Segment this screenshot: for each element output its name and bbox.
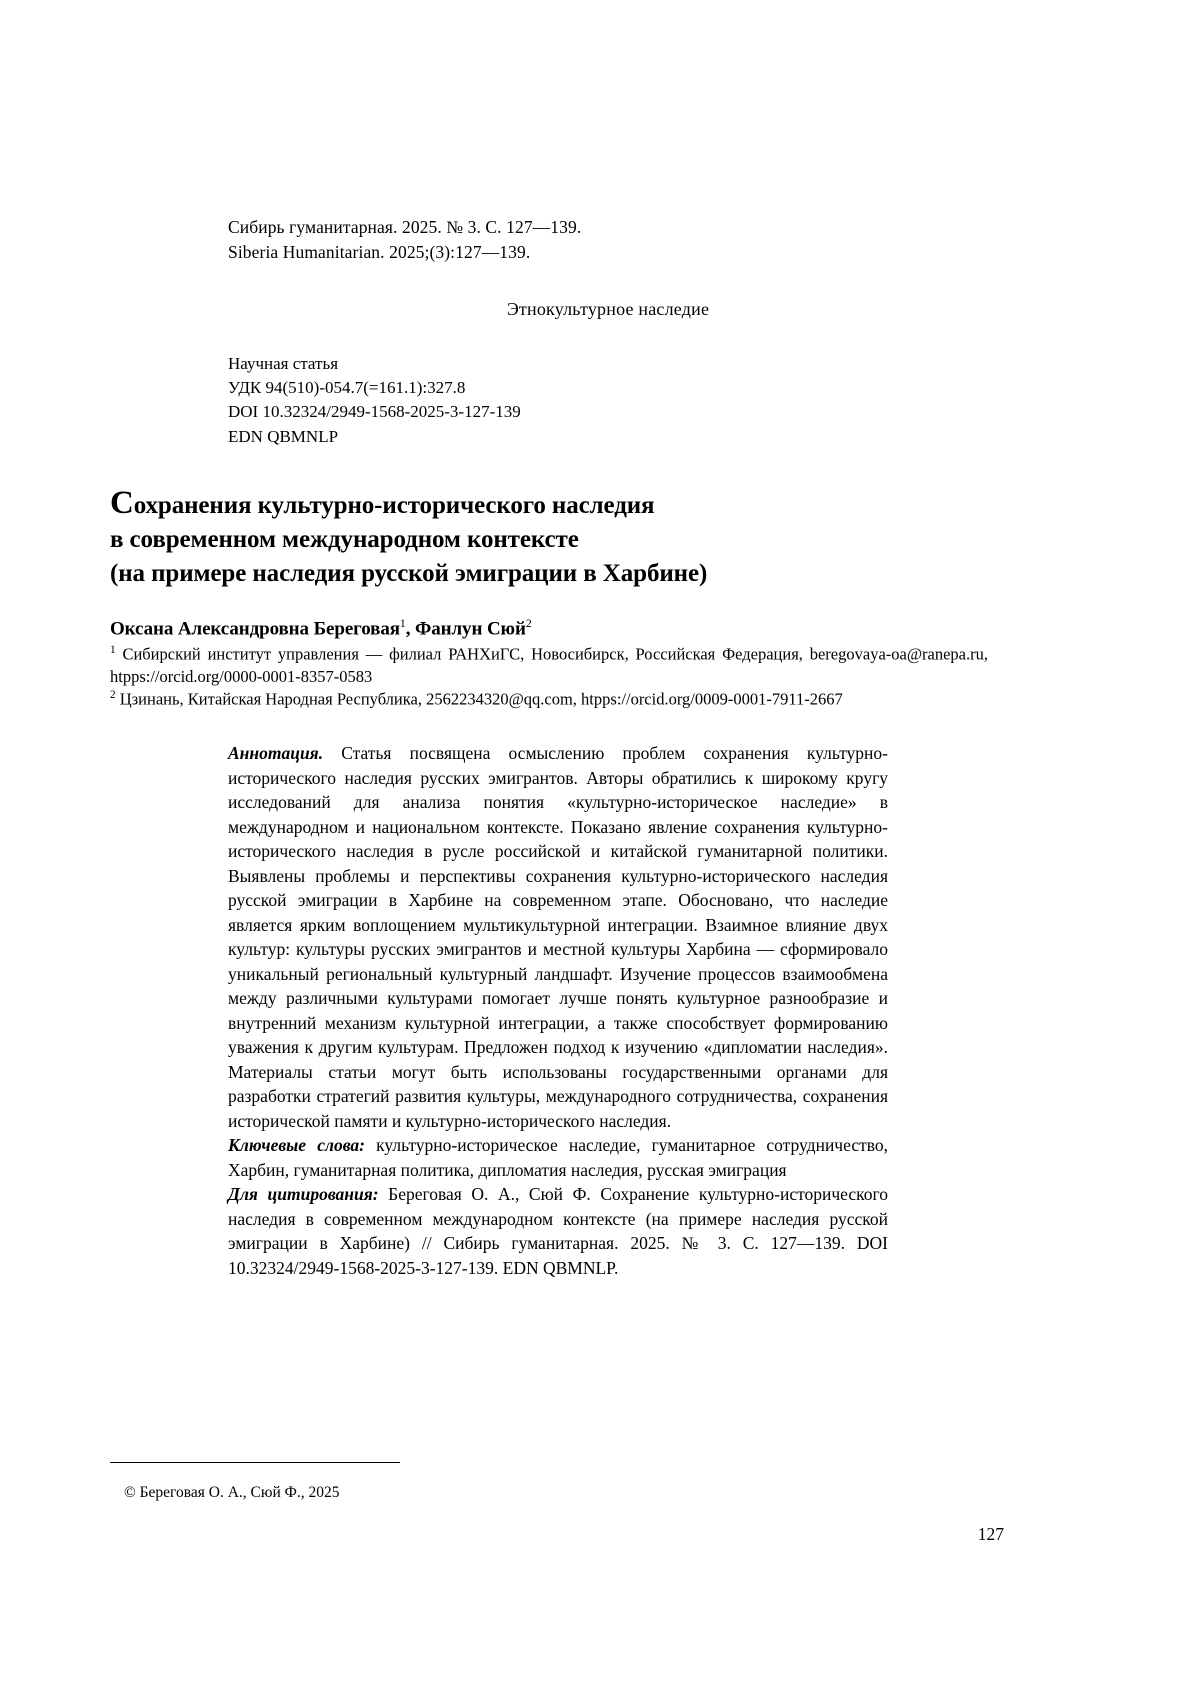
author-separator: , [405, 618, 416, 640]
article-type: Научная статья [228, 353, 339, 373]
author-1-name: Оксана Александровна Береговая [110, 618, 400, 640]
affiliation-1-marker: 1 [110, 644, 116, 657]
author-list [110, 617, 988, 640]
keywords-text: культурно-историческое наследие, гуманитарное сотрудничество, Харбин, гуманитарная политика, дипломатия наследия, русская эмиграция [228, 1135, 888, 1180]
author-1-affil-marker: 1 [399, 616, 406, 630]
keywords-paragraph [228, 1133, 888, 1182]
affiliation-list [110, 643, 988, 711]
article-meta [228, 352, 988, 449]
citation-text: Береговая О. А., Сюй Ф. Сохранение культурно-исторического наследия в современном международном контексте (на примере наследия русской эмиграции в Харбине) // Сибирь гуманитарная. 2025. № 3. С. 127—139. DOI 10.32324/2949-1568-2025-3-127-139. EDN QBMNLP. [228, 1184, 888, 1278]
page-title [110, 484, 988, 591]
article-content [110, 215, 988, 1280]
journal-citation-ru: Сибирь гуманитарная. 2025. № 3. С. 127—139. [228, 217, 582, 237]
affiliation-item [110, 688, 988, 711]
author-2-affil-marker: 2 [525, 616, 532, 630]
affiliation-2-text: Цзинань, Китайская Народная Республика, 2562234320@qq.com, htpps://orcid.org/0009-0001-7911-2667 [119, 689, 843, 709]
title-line-1-rest: охранения культурно-исторического наследия [133, 491, 655, 519]
citation-paragraph [228, 1182, 888, 1280]
page-number: 127 [977, 1524, 1004, 1544]
title-line-2: в современном международном контексте [110, 525, 579, 553]
affiliation-2-marker: 2 [110, 689, 116, 702]
copyright-notice: © Береговая О. А., Сюй Ф., 2025 [124, 1484, 340, 1501]
keywords-label: Ключевые слова: [228, 1135, 365, 1155]
title-line-1 [110, 484, 988, 523]
journal-citation-en [228, 240, 988, 265]
journal-citation-en-rest: 2025;(3):127—139. [384, 241, 531, 262]
title-dropcap: С [110, 484, 134, 521]
doi-code: DOI 10.32324/2949-1568-2025-3-127-139 [228, 402, 521, 422]
author-2-name: Фанлун Сюй [415, 618, 526, 640]
citation-label: Для цитирования: [228, 1184, 379, 1204]
section-heading: Этнокультурное наследие [506, 298, 710, 319]
journal-citation-en-title: Siberia Humanitarian. [228, 241, 385, 262]
title-line-3: (на примере наследия русской эмиграции в Харбине) [110, 559, 708, 587]
abstract-text: Статья посвящена осмыслению проблем сохранения культурно-исторического наследия русских эмигрантов. Авторы обратились к широкому кругу исследований для анализа понятия «культурно-историческое наследие» в международном и национальном контексте. Показано явление сохранения культурно-исторического наследия в русле российской и китайской гуманитарной политики. Выявлены проблемы и перспективы сохранения культурно-исторического наследия русской эмиграции в Харбине на современном этапе. Обосновано, что наследие является ярким воплощением мультикультурной интеграции. Взаимное влияние двух культур: культуры русских эмигрантов и местной культуры Харбина — сформировало уникальный региональный культурный ландшафт. Изучение процессов взаимообмена между различными культурами помогает лучше понять культурное разнообразие и внутренний механизм культурной интеграции, а также способствует формированию уважения к другим культурам. Предложен подход к изучению «дипломатии наследия». Материалы статьи могут быть использованы государственными органами для разработки стратегий развития культуры, международного сотрудничества, сохранения исторической памяти и культурно-исторического наследия. [228, 743, 888, 1131]
footnote-divider [110, 1462, 400, 1463]
abstract-label: Аннотация. [228, 743, 324, 763]
abstract-block [228, 741, 888, 1280]
affiliation-item [110, 643, 988, 688]
udk-code: УДК 94(510)-054.7(=161.1):327.8 [228, 377, 466, 397]
affiliation-1-text: Сибирский институт управления — филиал РАНХиГС, Новосибирск, Российская Федерация, beregovaya-oa@ranepa.ru, htpps://orcid.org/0000-0001-8357-0583 [110, 644, 988, 686]
abstract-paragraph [228, 741, 888, 1133]
edn-code: EDN QBMNLP [228, 426, 339, 446]
